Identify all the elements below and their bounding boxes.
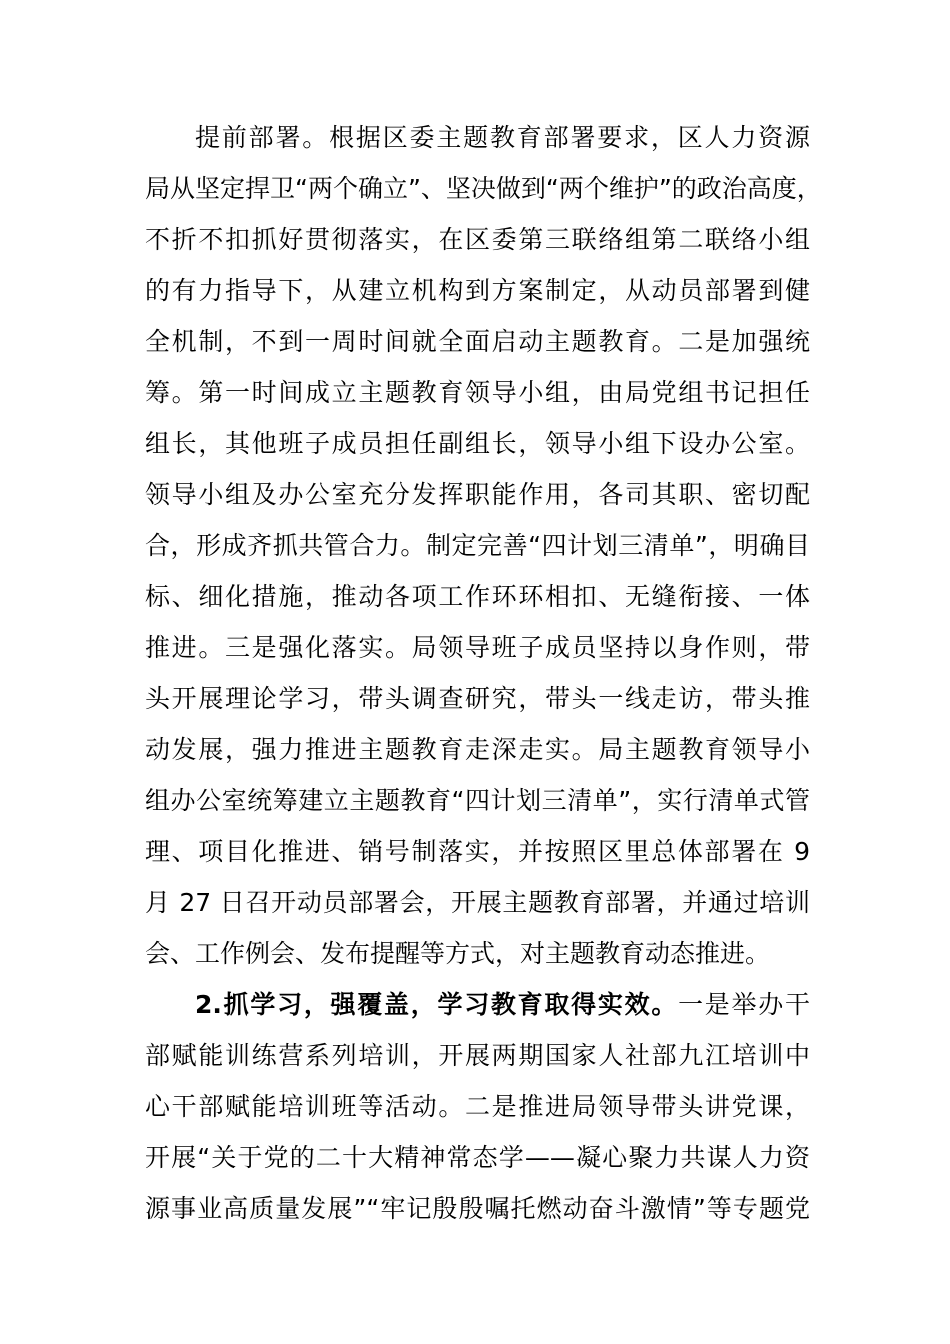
- body-text: [145, 112, 822, 1234]
- paragraph-line: 头开展理论学习，带头调查研究，带头一线走访，带头推: [145, 684, 810, 713]
- paragraph-line: 源事业高质量发展”“牢记殷殷嘱托燃动奋斗激情”等专题党: [145, 1194, 810, 1223]
- section-heading-tail: 一是举办干: [678, 990, 810, 1019]
- paragraph-line: 合，形成齐抓共管合力。制定完善“四计划三清单”，明确目: [145, 531, 810, 560]
- paragraph-line: 理、项目化推进、销号制落实，并按照区里总体部署在 9: [145, 837, 810, 866]
- section-heading-line: [145, 979, 810, 1030]
- section-heading: 2.抓学习，强覆盖，学习教育取得实效。: [195, 990, 679, 1019]
- paragraph-line: 局从坚定捍卫“两个确立”、坚决做到“两个维护”的政治高度，: [145, 174, 822, 203]
- paragraph-line: 月 27 日召开动员部署会，开展主题教育部署，并通过培训: [145, 888, 810, 917]
- paragraph-line: 心干部赋能培训班等活动。二是推进局领导带头讲党课，: [145, 1092, 810, 1121]
- paragraph-line: 不折不扣抓好贯彻落实，在区委第三联络组第二联络小组: [145, 225, 810, 254]
- paragraph-line: 筹。第一时间成立主题教育领导小组，由局党组书记担任: [145, 378, 810, 407]
- paragraph-line: 领导小组及办公室充分发挥职能作用，各司其职、密切配: [145, 480, 810, 509]
- paragraph-line: 全机制，不到一周时间就全面启动主题教育。二是加强统: [145, 327, 810, 356]
- paragraph-line: 提前部署。根据区委主题教育部署要求，区人力资源: [195, 123, 810, 152]
- paragraph-line: 推进。三是强化落实。局领导班子成员坚持以身作则，带: [145, 633, 810, 662]
- paragraph-line: 会、工作例会、发布提醒等方式，对主题教育动态推进。: [145, 939, 771, 968]
- paragraph-line: 组办公室统筹建立主题教育“四计划三清单”，实行清单式管: [145, 786, 810, 815]
- paragraph-line: 动发展，强力推进主题教育走深走实。局主题教育领导小: [145, 735, 810, 764]
- paragraph-line: 标、细化措施，推动各项工作环环相扣、无缝衔接、一体: [145, 582, 810, 611]
- paragraph-line: 的有力指导下，从建立机构到方案制定，从动员部署到健: [145, 276, 810, 305]
- paragraph-line: 组长，其他班子成员担任副组长，领导小组下设办公室。: [145, 429, 810, 458]
- paragraph-line: 开展“关于党的二十大精神常态学——凝心聚力共谋人力资: [145, 1143, 810, 1172]
- paragraph-line: 部赋能训练营系列培训，开展两期国家人社部九江培训中: [145, 1041, 810, 1070]
